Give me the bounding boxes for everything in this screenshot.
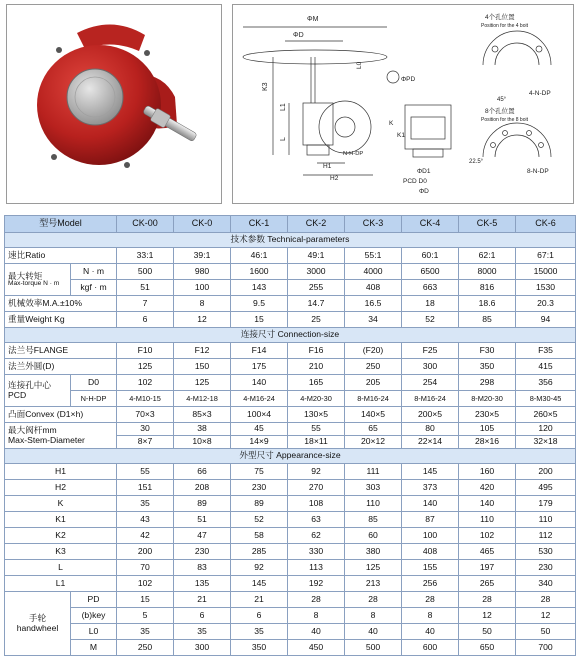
value-cell: 35 (117, 624, 174, 640)
sub-label-handwheel: M (71, 640, 117, 656)
value-cell: 14.7 (288, 296, 345, 312)
value-cell: 700 (516, 640, 576, 656)
specification-table (4, 215, 576, 656)
value-cell: 6 (174, 608, 231, 624)
value-cell: 6 (231, 608, 288, 624)
label-l: L (280, 137, 287, 141)
row-label-efficiency: 机械效率M.A.±10% (5, 296, 117, 312)
value-cell: 67:1 (516, 248, 576, 264)
value-cell: 46:1 (231, 248, 288, 264)
value-cell: 75 (231, 464, 288, 480)
label-k: K (389, 120, 394, 127)
value-cell: 62 (288, 528, 345, 544)
value-cell: 85 (459, 312, 516, 328)
section-technical: 技术参数 Technical-parameters (5, 233, 576, 248)
value-cell: 165 (288, 375, 345, 391)
value-cell: 356 (516, 375, 576, 391)
value-cell: 8000 (459, 264, 516, 280)
value-cell: F30 (459, 343, 516, 359)
value-cell: 140×5 (345, 407, 402, 423)
value-cell: 55 (117, 464, 174, 480)
header-model-cell: CK-2 (288, 216, 345, 233)
value-cell: 50 (459, 624, 516, 640)
value-cell: F16 (288, 343, 345, 359)
product-photo (6, 4, 222, 204)
value-cell: 15000 (516, 264, 576, 280)
value-cell: 300 (402, 359, 459, 375)
value-cell: 52 (402, 312, 459, 328)
label-8-hole-en: Position for the 8 boit (481, 117, 528, 123)
table-row (5, 343, 576, 359)
value-cell: 51 (174, 512, 231, 528)
label-h2: H2 (330, 175, 339, 182)
header-model-label: 型号Model (5, 216, 117, 233)
value-cell: 179 (516, 496, 576, 512)
value-cell: 350 (459, 359, 516, 375)
label-phi-d1: ΦD1 (417, 168, 431, 175)
value-cell: 47 (174, 528, 231, 544)
table-row (5, 312, 576, 328)
value-cell: 110 (345, 496, 402, 512)
value-cell: 300 (174, 640, 231, 656)
value-cell: 60 (345, 528, 402, 544)
value-cell: 102 (117, 375, 174, 391)
value-cell: (F20) (345, 343, 402, 359)
value-cell: 260×5 (516, 407, 576, 423)
value-cell: 16.5 (345, 296, 402, 312)
value-cell: 197 (459, 560, 516, 576)
value-cell: 3000 (288, 264, 345, 280)
value-cell: 254 (402, 375, 459, 391)
value-cell: 40 (288, 624, 345, 640)
label-8-n-dp: 8-N-DP (527, 168, 549, 175)
value-cell: 175 (231, 359, 288, 375)
value-cell: 213 (345, 576, 402, 592)
value-cell: 4-M10-15 (117, 391, 174, 407)
value-cell: 230 (174, 544, 231, 560)
value-cell: 330 (288, 544, 345, 560)
section-appearance: 外型尺寸 Appearance-size (5, 449, 576, 464)
value-cell: 255 (288, 280, 345, 296)
table-row (5, 496, 576, 512)
sub-label-handwheel: (b)key (71, 608, 117, 624)
table-row (5, 280, 576, 296)
value-cell: 8-M30-45 (516, 391, 576, 407)
header-model-cell: CK-4 (402, 216, 459, 233)
value-cell: 140 (231, 375, 288, 391)
value-cell: 28 (345, 592, 402, 608)
value-cell: 110 (459, 512, 516, 528)
row-label-dim: H1 (5, 464, 117, 480)
value-cell: 270 (288, 480, 345, 496)
value-cell: 62:1 (459, 248, 516, 264)
value-cell: 85 (345, 512, 402, 528)
unit-kgfm: kgf · m (71, 280, 117, 296)
value-cell: 1530 (516, 280, 576, 296)
value-cell: 4-M16-24 (231, 391, 288, 407)
value-cell: 89 (174, 496, 231, 512)
value-cell: 52 (231, 512, 288, 528)
value-cell: 230×5 (459, 407, 516, 423)
value-cell: 8 (402, 608, 459, 624)
value-cell: 65 (345, 423, 402, 436)
label-4-hole-en: Position for the 4 boit (481, 23, 528, 29)
value-cell: 4-M20-30 (288, 391, 345, 407)
value-cell: 28 (516, 592, 576, 608)
value-cell: 102 (459, 528, 516, 544)
value-cell: 85×3 (174, 407, 231, 423)
value-cell: 150 (174, 359, 231, 375)
row-label-dim: L1 (5, 576, 117, 592)
table-row (5, 423, 576, 436)
value-cell: F25 (402, 343, 459, 359)
value-cell: 4-M12-18 (174, 391, 231, 407)
value-cell: 21 (174, 592, 231, 608)
value-cell: 8 (288, 608, 345, 624)
value-cell: 155 (402, 560, 459, 576)
value-cell: F14 (231, 343, 288, 359)
row-label-handwheel (5, 592, 71, 656)
label-n-h-dp: N-H-DP (343, 151, 364, 157)
value-cell: 5 (117, 608, 174, 624)
value-cell: 40 (345, 624, 402, 640)
label-k3: K3 (262, 82, 269, 91)
label-h1: H1 (323, 163, 332, 170)
value-cell: 130×5 (288, 407, 345, 423)
value-cell: F12 (174, 343, 231, 359)
unit-nm: N · m (71, 264, 117, 280)
value-cell: 450 (288, 640, 345, 656)
value-cell: 265 (459, 576, 516, 592)
value-cell: 22×14 (402, 436, 459, 449)
value-cell: F10 (117, 343, 174, 359)
value-cell: 92 (288, 464, 345, 480)
value-cell: 200×5 (402, 407, 459, 423)
value-cell: 140 (402, 496, 459, 512)
torque-label-en: Max-torque N · m (8, 279, 60, 287)
value-cell: 408 (345, 280, 402, 296)
value-cell: 35 (231, 624, 288, 640)
value-cell: 145 (231, 576, 288, 592)
value-cell: 102 (117, 576, 174, 592)
value-cell: 87 (402, 512, 459, 528)
value-cell: 94 (516, 312, 576, 328)
value-cell: 420 (459, 480, 516, 496)
value-cell: 20×12 (345, 436, 402, 449)
stem-label-cn: 最大阀杆mm (8, 425, 57, 436)
row-label-dim: H2 (5, 480, 117, 496)
label-l0: L0 (356, 61, 363, 69)
value-cell: F35 (516, 343, 576, 359)
value-cell: 12 (174, 312, 231, 328)
value-cell: 10×8 (174, 436, 231, 449)
table-row (5, 640, 576, 656)
value-cell: 39:1 (174, 248, 231, 264)
table-row (5, 328, 576, 343)
value-cell: 465 (459, 544, 516, 560)
table-row (5, 624, 576, 640)
value-cell: 12 (459, 608, 516, 624)
sub-label-d0: D0 (71, 375, 117, 391)
value-cell: 6500 (402, 264, 459, 280)
stem-label-en: Max-Stem-Diameter (8, 434, 85, 445)
value-cell: 230 (516, 560, 576, 576)
value-cell: 135 (174, 576, 231, 592)
label-k1: K1 (397, 132, 405, 139)
value-cell: 816 (459, 280, 516, 296)
handwheel-label-cn: 手轮 (28, 613, 47, 624)
label-22-5-deg: 22.5° (469, 159, 484, 165)
value-cell: 980 (174, 264, 231, 280)
value-cell: 12 (516, 608, 576, 624)
table-row (5, 216, 576, 233)
value-cell: 20.3 (516, 296, 576, 312)
value-cell: 285 (231, 544, 288, 560)
value-cell: 25 (288, 312, 345, 328)
gearbox-illustration (7, 5, 221, 203)
value-cell: 100 (402, 528, 459, 544)
value-cell: 42 (117, 528, 174, 544)
table-row (5, 464, 576, 480)
value-cell: 66 (174, 464, 231, 480)
torque-label-cn: 最大转矩 (8, 270, 43, 281)
value-cell: 125 (117, 359, 174, 375)
value-cell: 80 (402, 423, 459, 436)
value-cell: 110 (516, 512, 576, 528)
value-cell: 408 (402, 544, 459, 560)
value-cell: 7 (117, 296, 174, 312)
value-cell: 8-M20-30 (459, 391, 516, 407)
technical-drawing (232, 4, 574, 204)
header-model-cell: CK-0 (174, 216, 231, 233)
value-cell: 151 (117, 480, 174, 496)
dimension-diagram (233, 5, 573, 203)
value-cell: 650 (459, 640, 516, 656)
value-cell: 200 (117, 544, 174, 560)
handwheel-label-en: handwheel (16, 622, 59, 633)
value-cell: 108 (288, 496, 345, 512)
table-row (5, 391, 576, 407)
value-cell: 500 (117, 264, 174, 280)
value-cell: 40 (402, 624, 459, 640)
row-label-pcd (5, 375, 71, 407)
value-cell: 30 (117, 423, 174, 436)
label-phi-pd: ΦPD (401, 76, 416, 83)
value-cell: 495 (516, 480, 576, 496)
value-cell: 415 (516, 359, 576, 375)
row-label-stem (5, 423, 117, 449)
value-cell: 18 (402, 296, 459, 312)
table-row (5, 407, 576, 423)
table-row (5, 264, 576, 280)
value-cell: 125 (174, 375, 231, 391)
row-label-weight: 重量Weight Kg (5, 312, 117, 328)
value-cell: 8 (174, 296, 231, 312)
row-label-dim: L (5, 560, 117, 576)
value-cell: 120 (516, 423, 576, 436)
value-cell: 83 (174, 560, 231, 576)
value-cell: 15 (231, 312, 288, 328)
value-cell: 51 (117, 280, 174, 296)
table-row (5, 608, 576, 624)
row-label-flange-od: 法兰外圆(D) (5, 359, 117, 375)
pcd-label-cn: 连接孔中心 (8, 380, 51, 391)
value-cell: 125 (345, 560, 402, 576)
table-row (5, 528, 576, 544)
label-phi-d-bottom: ΦD (419, 188, 429, 195)
value-cell: 70×3 (117, 407, 174, 423)
table-row (5, 544, 576, 560)
value-cell: 4000 (345, 264, 402, 280)
table-row (5, 359, 576, 375)
table-row (5, 576, 576, 592)
value-cell: 38 (174, 423, 231, 436)
label-8-hole-cn: 8个孔位置 (485, 108, 515, 115)
value-cell: 14×9 (231, 436, 288, 449)
value-cell: 230 (231, 480, 288, 496)
value-cell: 34 (345, 312, 402, 328)
value-cell: 208 (174, 480, 231, 496)
value-cell: 143 (231, 280, 288, 296)
value-cell: 35 (174, 624, 231, 640)
label-pcd-d0: PCD D0 (403, 178, 427, 185)
value-cell: 33:1 (117, 248, 174, 264)
table-row (5, 375, 576, 391)
value-cell: 15 (117, 592, 174, 608)
row-label-flange: 法兰号FLANGE (5, 343, 117, 359)
value-cell: 43 (117, 512, 174, 528)
section-connection: 连接尺寸 Connection-size (5, 328, 576, 343)
sub-label-handwheel: PD (71, 592, 117, 608)
value-cell: 60:1 (402, 248, 459, 264)
value-cell: 6 (117, 312, 174, 328)
pcd-label-en: PCD (8, 389, 27, 400)
label-4-n-dp: 4-N-DP (529, 90, 551, 97)
value-cell: 89 (231, 496, 288, 512)
value-cell: 663 (402, 280, 459, 296)
value-cell: 1600 (231, 264, 288, 280)
value-cell: 250 (117, 640, 174, 656)
value-cell: 105 (459, 423, 516, 436)
row-label-dim: K (5, 496, 117, 512)
value-cell: 205 (345, 375, 402, 391)
value-cell: 70 (117, 560, 174, 576)
table-row (5, 560, 576, 576)
row-label-torque (5, 264, 71, 296)
sub-label-nhdp: N-H-DP (71, 391, 117, 407)
value-cell: 8×7 (117, 436, 174, 449)
label-phi-d-top: ΦD (293, 32, 304, 39)
value-cell: 530 (516, 544, 576, 560)
value-cell: 18×11 (288, 436, 345, 449)
value-cell: 298 (459, 375, 516, 391)
value-cell: 210 (288, 359, 345, 375)
table-row (5, 592, 576, 608)
value-cell: 600 (402, 640, 459, 656)
table-body (5, 216, 576, 656)
value-cell: 256 (402, 576, 459, 592)
value-cell: 35 (117, 496, 174, 512)
value-cell: 111 (345, 464, 402, 480)
value-cell: 63 (288, 512, 345, 528)
sub-label-handwheel: L0 (71, 624, 117, 640)
value-cell: 18.6 (459, 296, 516, 312)
value-cell: 112 (516, 528, 576, 544)
value-cell: 340 (516, 576, 576, 592)
value-cell: 250 (345, 359, 402, 375)
value-cell: 55 (288, 423, 345, 436)
value-cell: 50 (516, 624, 576, 640)
label-45-deg: 45° (497, 97, 507, 103)
table-row (5, 480, 576, 496)
header-model-cell: CK-6 (516, 216, 576, 233)
value-cell: 58 (231, 528, 288, 544)
table-row (5, 296, 576, 312)
table-row (5, 233, 576, 248)
value-cell: 192 (288, 576, 345, 592)
label-l1: L1 (280, 103, 287, 111)
value-cell: 8-M16-24 (345, 391, 402, 407)
table-row (5, 512, 576, 528)
value-cell: 45 (231, 423, 288, 436)
table-row (5, 248, 576, 264)
value-cell: 28 (459, 592, 516, 608)
value-cell: 500 (345, 640, 402, 656)
value-cell: 303 (345, 480, 402, 496)
label-phi-m: ΦM (307, 16, 319, 23)
header-model-cell: CK-1 (231, 216, 288, 233)
value-cell: 49:1 (288, 248, 345, 264)
value-cell: 32×18 (516, 436, 576, 449)
value-cell: 9.5 (231, 296, 288, 312)
value-cell: 8-M16-24 (402, 391, 459, 407)
row-label-ratio: 速比Ratio (5, 248, 117, 264)
value-cell: 92 (231, 560, 288, 576)
value-cell: 140 (459, 496, 516, 512)
value-cell: 145 (402, 464, 459, 480)
header-model-cell: CK-3 (345, 216, 402, 233)
row-label-dim: K1 (5, 512, 117, 528)
value-cell: 113 (288, 560, 345, 576)
value-cell: 55:1 (345, 248, 402, 264)
value-cell: 100×4 (231, 407, 288, 423)
header-model-cell: CK-00 (117, 216, 174, 233)
value-cell: 28 (288, 592, 345, 608)
value-cell: 21 (231, 592, 288, 608)
value-cell: 350 (231, 640, 288, 656)
row-label-convex: 凸面Convex (D1×h) (5, 407, 117, 423)
label-4-hole-cn: 4个孔位置 (485, 14, 515, 21)
value-cell: 28×16 (459, 436, 516, 449)
header-model-cell: CK-5 (459, 216, 516, 233)
table-row (5, 449, 576, 464)
value-cell: 380 (345, 544, 402, 560)
value-cell: 160 (459, 464, 516, 480)
value-cell: 100 (174, 280, 231, 296)
value-cell: 200 (516, 464, 576, 480)
row-label-dim: K3 (5, 544, 117, 560)
value-cell: 8 (345, 608, 402, 624)
value-cell: 28 (402, 592, 459, 608)
value-cell: 373 (402, 480, 459, 496)
row-label-dim: K2 (5, 528, 117, 544)
